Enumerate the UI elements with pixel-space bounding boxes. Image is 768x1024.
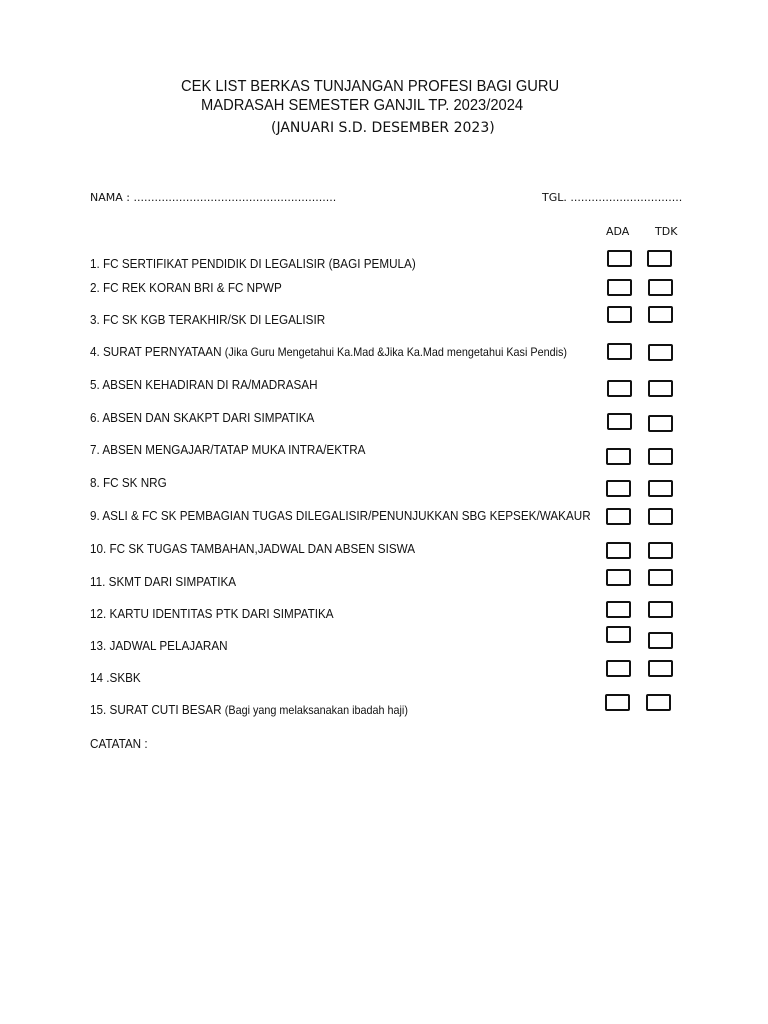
checkbox-ada-12[interactable] <box>606 601 631 618</box>
checkbox-ada-1[interactable] <box>607 250 632 267</box>
checklist-item-1: 1. FC SERTIFIKAT PENDIDIK DI LEGALISIR (BAGI PEMULA) <box>90 256 416 271</box>
checklist-item-9: 9. ASLI & FC SK PEMBAGIAN TUGAS DILEGALISIR/PENUNJUKKAN SBG KEPSEK/WAKAUR <box>90 508 591 523</box>
document-period: (JANUARI S.D. DESEMBER 2023) <box>271 120 495 136</box>
checklist-item-15: 15. SURAT CUTI BESAR (Bagi yang melaksanakan ibadah haji) <box>90 702 408 717</box>
checkbox-tdk-14[interactable] <box>648 660 673 677</box>
checklist-item-4: 4. SURAT PERNYATAAN (Jika Guru Mengetahui Ka.Mad &Jika Ka.Mad mengetahui Kasi Pendis) <box>90 344 567 359</box>
document-subtitle: MADRASAH SEMESTER GANJIL TP. 2023/2024 <box>201 97 524 114</box>
checkbox-tdk-5[interactable] <box>648 380 673 397</box>
checkbox-tdk-8[interactable] <box>648 480 673 497</box>
checkbox-ada-13[interactable] <box>606 626 631 643</box>
tgl-field[interactable]: TGL. ................................ <box>542 191 683 204</box>
checklist-item-8: 8. FC SK NRG <box>90 475 167 490</box>
checklist-item-11: 11. SKMT DARI SIMPATIKA <box>90 574 237 589</box>
checklist-item-7: 7. ABSEN MENGAJAR/TATAP MUKA INTRA/EKTRA <box>90 442 366 457</box>
checklist-item-12: 12. KARTU IDENTITAS PTK DARI SIMPATIKA <box>90 606 334 621</box>
document-title: CEK LIST BERKAS TUNJANGAN PROFESI BAGI GURU <box>181 78 560 95</box>
checkbox-tdk-2[interactable] <box>648 279 673 296</box>
checkbox-tdk-13[interactable] <box>648 632 673 649</box>
checklist-item-6: 6. ABSEN DAN SKAKPT DARI SIMPATIKA <box>90 410 315 425</box>
checkbox-tdk-1[interactable] <box>647 250 672 267</box>
checkbox-tdk-10[interactable] <box>648 542 673 559</box>
checkbox-ada-3[interactable] <box>607 306 632 323</box>
checklist-item-10: 10. FC SK TUGAS TAMBAHAN,JADWAL DAN ABSEN SISWA <box>90 541 416 556</box>
checklist-item-13: 13. JADWAL PELAJARAN <box>90 638 228 653</box>
column-header-tdk: TDK <box>655 225 678 238</box>
checkbox-ada-11[interactable] <box>606 569 631 586</box>
checkbox-ada-2[interactable] <box>607 279 632 296</box>
checkbox-ada-9[interactable] <box>606 508 631 525</box>
checklist-item-3: 3. FC SK KGB TERAKHIR/SK DI LEGALISIR <box>90 312 326 327</box>
checkbox-tdk-9[interactable] <box>648 508 673 525</box>
notes-label: CATATAN : <box>90 736 148 751</box>
checkbox-tdk-12[interactable] <box>648 601 673 618</box>
checkbox-ada-7[interactable] <box>606 448 631 465</box>
checklist-item-14: 14 .SKBK <box>90 670 141 685</box>
checkbox-tdk-7[interactable] <box>648 448 673 465</box>
checkbox-ada-4[interactable] <box>607 343 632 360</box>
checkbox-tdk-15[interactable] <box>646 694 671 711</box>
checklist-item-2: 2. FC REK KORAN BRI & FC NPWP <box>90 280 282 295</box>
column-header-ada: ADA <box>606 225 630 238</box>
checkbox-tdk-3[interactable] <box>648 306 673 323</box>
checkbox-ada-8[interactable] <box>606 480 631 497</box>
checkbox-ada-5[interactable] <box>607 380 632 397</box>
checkbox-tdk-4[interactable] <box>648 344 673 361</box>
checklist-item-5: 5. ABSEN KEHADIRAN DI RA/MADRASAH <box>90 377 318 392</box>
checkbox-ada-10[interactable] <box>606 542 631 559</box>
checkbox-ada-14[interactable] <box>606 660 631 677</box>
nama-field[interactable]: NAMA : .......................................................... <box>90 191 337 204</box>
checkbox-ada-15[interactable] <box>605 694 630 711</box>
checkbox-ada-6[interactable] <box>607 413 632 430</box>
checkbox-tdk-6[interactable] <box>648 415 673 432</box>
checkbox-tdk-11[interactable] <box>648 569 673 586</box>
